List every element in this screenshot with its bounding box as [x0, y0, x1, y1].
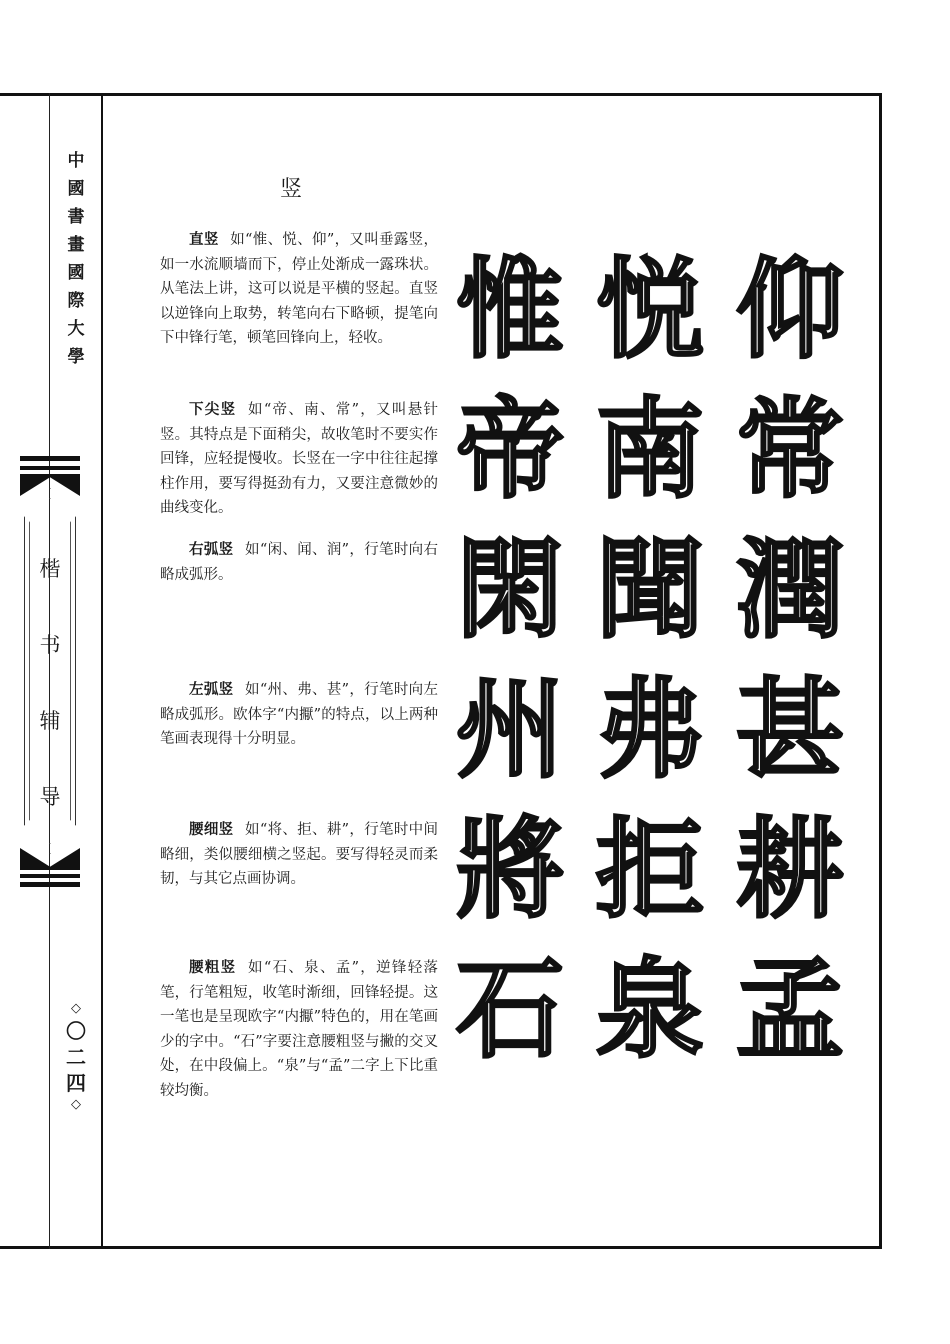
calligraphy-glyph: 悦: [595, 247, 704, 373]
stroke-term: 左弧竖: [189, 681, 234, 698]
series-title: [58, 150, 94, 368]
ornament-band: [20, 882, 80, 887]
series-title-char: 學: [67, 347, 85, 367]
calligraphy-glyph: 將: [455, 807, 564, 933]
stroke-term: 直竖: [189, 231, 219, 248]
page-number-digit: 二: [66, 1045, 86, 1069]
calligraphy-glyph: 仰: [735, 247, 844, 373]
page-number-digit: 四: [66, 1071, 86, 1095]
series-title-char: 書: [67, 207, 85, 227]
paragraph: [160, 398, 438, 521]
diamond-icon: ◇: [71, 1097, 81, 1112]
calligraphy-glyph: 帝: [455, 387, 564, 513]
calligraphy-glyph: 州: [455, 667, 564, 793]
series-title-char: 畫: [67, 235, 85, 255]
ornament-band: [20, 466, 80, 470]
paragraph-text: 如“惟、悦、仰”，又叫垂露竖，如一水流顺墙而下，停止处渐成一露珠状。从笔法上讲，这可以说是平横的竖起。直竖以逆锋向上取势，转笔向右下略顿，提笔向下中锋行笔，顿笔回锋向上，轻收。: [160, 232, 439, 346]
chapter-title-char: 辅: [39, 709, 61, 733]
paragraph-text: 如“闲、闻、润”，行笔时向右略成弧形。: [160, 542, 438, 583]
stroke-term: 下尖竖: [189, 401, 237, 418]
calligraphy-glyph: 石: [455, 947, 564, 1073]
calligraphy-glyph: 泉: [595, 947, 704, 1073]
calligraphy-glyph: 惟: [455, 247, 564, 373]
series-title-char: 大: [67, 319, 85, 339]
paragraph-text: 如“将、拒、耕”，行笔时中间略细，类似腰细横之竖起。要写得轻灵而柔韧，与其它点画协调。: [160, 822, 438, 887]
calligraphy-glyph: 耕: [735, 807, 844, 933]
paragraph: [160, 538, 438, 587]
stroke-term: 腰粗竖: [189, 959, 237, 976]
chapter-title-char: 楷: [39, 557, 61, 581]
calligraphy-glyph: 潤: [735, 527, 844, 653]
stroke-term: 右弧竖: [189, 541, 234, 558]
ornament-band: [20, 874, 80, 878]
calligraphy-glyph: 閑: [455, 527, 564, 653]
paragraph-text: 如“帝、南、常”，又叫悬针竖。其特点是下面稍尖，故收笔时不要实作回锋，应轻提慢收。长竖在一字中往往起撑柱作用，要写得挺劲有力，又要注意微妙的曲线变化。: [160, 402, 439, 516]
calligraphy-glyph: 南: [595, 387, 704, 513]
calligraphy-glyph: 孟: [735, 947, 844, 1073]
sidebar-rule: [101, 93, 103, 1249]
chapter-title-char: 书: [39, 633, 61, 657]
calligraphy-glyph: 甚: [735, 667, 844, 793]
series-title-char: 中: [67, 151, 85, 171]
chapter-title: [32, 548, 68, 818]
calligraphy-glyph: 弗: [595, 667, 704, 793]
paragraph-text: 如“州、弗、甚”，行笔时向左略成弧形。欧体字“内擫”的特点，以上两种笔画表现得十分明显。: [160, 682, 438, 747]
paragraph: [160, 228, 438, 351]
paragraph: [160, 956, 438, 1103]
series-title-char: 國: [67, 179, 85, 199]
page-number-digit: 〇: [66, 1019, 86, 1043]
stroke-term: 腰细竖: [189, 821, 234, 838]
calligraphy-glyph: 拒: [595, 807, 704, 933]
paragraph: [160, 818, 438, 892]
diamond-icon: ◇: [71, 1001, 81, 1016]
series-title-char: 國: [67, 263, 85, 283]
calligraphy-glyph: 常: [735, 387, 844, 513]
calligraphy-examples: [440, 240, 860, 1080]
ornament-band: [20, 456, 80, 461]
paragraph-text: 如“石、泉、孟”，逆锋轻落笔，行笔粗短，收笔时渐细，回锋轻提。这一笔也是呈现欧字“内擫”特色的，用在笔画少的字中。“石”字要注意腰粗竖与撇的交叉处，在中段偏上。“泉”与“孟”二字上下比重较均衡。: [160, 960, 439, 1099]
series-title-char: 際: [67, 291, 85, 311]
calligraphy-glyph: 聞: [595, 527, 704, 653]
page-number: [60, 1000, 92, 1114]
section-heading: 竖: [280, 177, 305, 202]
chapter-title-char: 导: [39, 785, 61, 809]
paragraph: [160, 678, 438, 752]
